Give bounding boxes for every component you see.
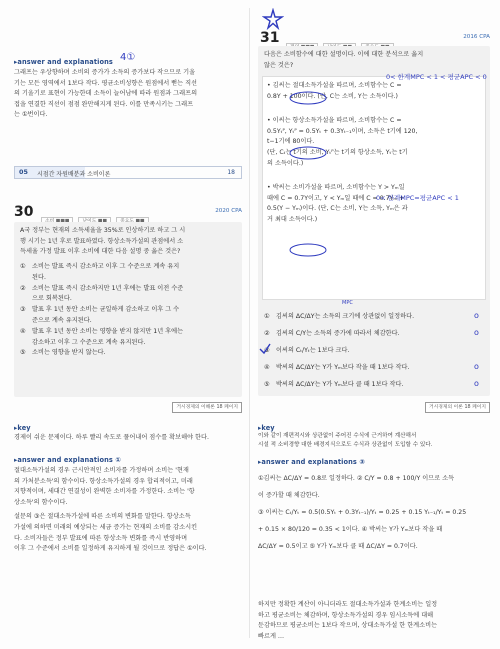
option-marker: ① bbox=[20, 263, 26, 270]
option-text: 된다. bbox=[32, 273, 46, 281]
text-line: 이 증가할 때 체감한다. bbox=[258, 492, 320, 499]
text-line: 빠르게 … bbox=[258, 632, 285, 640]
option-item bbox=[20, 338, 238, 349]
option-item[interactable] bbox=[264, 342, 486, 359]
answer-header: ▸answer and explanations ① bbox=[14, 456, 121, 464]
option-marker: ③ bbox=[264, 347, 270, 354]
handwritten-mark: o bbox=[474, 362, 479, 371]
text-line: 상소득'의 함수이다. bbox=[14, 498, 68, 506]
handwritten-note: 0< 한계MPC=평균APC < 1 bbox=[376, 194, 459, 202]
text-line: 기는 모든 영역에서 1보다 작다. 평균소비성향은 원점에서 뻗는 직선 bbox=[14, 79, 198, 87]
text-line: 하지만 정확한 계산이 아니더라도 절대소득가설과 한계소비는 일정 bbox=[258, 601, 438, 608]
question-number: 31 bbox=[260, 30, 280, 46]
text-line: 가설에 의하면 미래의 예상되는 세금 증가는 현재의 소비를 감소시킨 bbox=[14, 523, 198, 531]
option-marker: ③ bbox=[20, 306, 26, 314]
handwritten-mark: o bbox=[474, 379, 479, 388]
option-marker: ② bbox=[20, 284, 26, 292]
option-marker: ④ bbox=[20, 327, 26, 335]
option-text: 박씨의 ΔC/ΔY는 Y가 Yₘ보다 작을 때 1보다 작다. bbox=[276, 364, 410, 371]
text-line: 득세율 가정 발표 이후 소비에 대한 다음 설명 중 옳은 것은? bbox=[20, 248, 181, 256]
text-line: ①김씨는 ΔC/ΔY = 0.8로 일정하다. ② C/Y = 0.8 + 100/Y 이므로 소득 bbox=[258, 475, 455, 482]
explanation-paragraph bbox=[14, 68, 242, 121]
option-item[interactable] bbox=[20, 305, 238, 316]
question-box bbox=[258, 46, 490, 396]
answer-header: ▸answer and explanations ③ bbox=[258, 458, 365, 466]
handwritten-circle bbox=[288, 243, 328, 257]
option-marker: ① bbox=[264, 313, 270, 320]
reference-tag: 거시경제의 이해론 18 페이지 bbox=[172, 402, 242, 413]
text-line: (단, Cₜ는 t기의 소비, Yₜᴾ는 t기의 항상소득, Yₜ는 t기 bbox=[267, 148, 408, 156]
text-line: 그래프는 우상향하며 소비의 증가가 소득의 증가보다 작으므로 기울 bbox=[14, 69, 196, 76]
option-text: 으로 회복된다. bbox=[32, 295, 72, 303]
text-line: 행 시기는 1년 후로 발표하였다. 항상소득가설의 관점에서 소 bbox=[20, 237, 184, 245]
solution-lines bbox=[258, 470, 490, 555]
handwritten-mark: o bbox=[474, 328, 479, 337]
text-line: • 김씨는 절대소득가설을 따르며, 소비함수는 C = bbox=[267, 82, 402, 89]
spacer bbox=[267, 169, 481, 183]
option-text: 발표 후 1년 동안 소비는 영향을 받지 않지만 1년 후에는 bbox=[32, 327, 184, 335]
text-line: 0.8Y + 100이다. (단, C는 소비, Y는 소득이다.) bbox=[267, 92, 398, 100]
option-text: 준으로 계속 유지된다. bbox=[32, 316, 92, 324]
option-text: 소비는 발표 즉시 감소하고 이후 그 수준으로 계속 유지 bbox=[32, 263, 180, 270]
explanation-paragraph bbox=[14, 466, 242, 555]
option-text: 박씨의 ΔC/ΔY는 Y가 Yₘ보다 클 때 1보다 작다. bbox=[276, 381, 404, 388]
text-line: 하고 평균소비는 체감하며, 항상소득가설의 경우 임시소득에 대해 bbox=[258, 611, 434, 619]
option-item[interactable] bbox=[20, 284, 238, 295]
text-line: ΔC/ΔY = 0.5이고 ⑤ Y가 Yₘ보다 클 때 ΔC/ΔY = 0.7이다. bbox=[258, 543, 418, 550]
key-text: 경제이 쉬운 문제이다. 하루 빨리 속도로 풀어내어 점수를 확보해야 한다. bbox=[14, 434, 209, 441]
option-item[interactable] bbox=[264, 308, 486, 325]
text-line: t−1기에 80이다. bbox=[267, 138, 315, 146]
text-line: 다. 소비자들은 정부 발표에 따른 항상소득 변화를 즉시 반영하며 bbox=[14, 534, 188, 542]
question-stem bbox=[20, 226, 238, 258]
handwritten-note: MPC bbox=[342, 300, 353, 306]
option-item[interactable] bbox=[20, 327, 238, 338]
option-marker: ② bbox=[264, 330, 270, 337]
handwritten-circle bbox=[288, 91, 328, 105]
text-line: 의 기울기로 표현이 가능한데 소득이 늘어남에 따라 원점과 그래프의 bbox=[14, 90, 198, 98]
check-icon bbox=[258, 342, 272, 356]
explanation-paragraph bbox=[258, 600, 490, 642]
option-marker: ⑤ bbox=[264, 381, 270, 388]
option-item[interactable] bbox=[20, 262, 238, 273]
text-line: • 이씨는 항상소득가설을 따르며, 소비함수는 C = bbox=[267, 117, 402, 125]
text-line: 0.5(Y − Yₘ)이다. (단, C는 소비, Y는 소득, Yₘ은 과 bbox=[267, 205, 408, 213]
handwritten-note: 0< 한계MPC < 1 < 평균APC < 0 bbox=[386, 73, 487, 81]
option-item[interactable] bbox=[20, 348, 238, 359]
option-item bbox=[20, 294, 238, 305]
answer-header: ▸answer and explanations bbox=[14, 58, 113, 66]
text-line: 접을 연결한 직선이 점점 완만해지게 된다. 이를 만족시키는 그래프 bbox=[14, 100, 194, 108]
option-text: 이씨의 Cₜ/Yₜ는 1보다 크다. bbox=[276, 347, 350, 354]
option-text: 발표 후 1년 동안 소비는 균일하게 감소하고 이후 그 수 bbox=[32, 306, 180, 314]
option-text: 소비는 영향을 받지 않는다. bbox=[32, 349, 106, 357]
text-line: 의 가처분소득'의 함수이다. 항상소득가설의 경우 합리적이고, 미래 bbox=[14, 477, 193, 485]
text-line: A국 정부는 현재의 소득세율을 35%로 인상하기로 하고 그 시 bbox=[20, 227, 186, 234]
text-line: 때에 C = 0.7Y이고, Y < Yₘ일 때에 C = 0.7Yₘ + bbox=[267, 194, 405, 202]
text-line: 이후 그 수준에서 소비를 일정하게 유지하게 될 것이므로 정답은 ①이다. bbox=[14, 545, 207, 553]
handwritten-answer-mark: 4① bbox=[120, 52, 136, 63]
text-line: ③ 이씨는 Cₜ/Yₜ = 0.5(0.5Yₜ + 0.3Yₜ₋₁)/Yₜ = 0.25 + 0.15 Yₜ₋₁/Yₜ = 0.25 bbox=[258, 509, 467, 516]
text-line: 시설 적 소비경향 대한 배경지식으로도 수식과 상관없이 도입할 수 있다. bbox=[258, 442, 433, 448]
option-item[interactable] bbox=[264, 359, 486, 376]
text-line: 않은 것은? bbox=[264, 61, 294, 69]
text-line: + 0.15 × 80/120 = 0.35 < 1이다. ④ 박씨는 Y가 Yₘ보다 작을 때 bbox=[258, 526, 443, 533]
column-divider bbox=[249, 8, 250, 638]
star-icon bbox=[262, 8, 284, 30]
question-year: 2020 CPA bbox=[215, 208, 242, 214]
handwritten-circle bbox=[288, 146, 328, 160]
banner-title: 시점간 자원배분과 소비이론 bbox=[37, 170, 111, 178]
key-header: ▸key bbox=[258, 424, 275, 432]
option-text: 감소하고 이후 그 수준으로 계속 유지된다. bbox=[32, 338, 146, 346]
text-line: 지향적이며, 세대간 연결성이 완벽한 소비자를 가정한다. 소비는 '항 bbox=[14, 488, 195, 496]
text-line: • 박씨는 소비가설을 따르며, 소비함수는 Y > Yₘ일 bbox=[267, 184, 405, 192]
banner-page: 18 bbox=[227, 168, 235, 176]
text-line: 0.5Yₜᴾ, Yₜᴾ = 0.5Yₜ + 0.3Yₜ₋₁이며, 소득은 t기에 120, bbox=[267, 127, 418, 135]
reference-tag: 거시경제의 이론 18 페이지 bbox=[425, 402, 490, 413]
option-list bbox=[20, 262, 238, 359]
key-text bbox=[258, 432, 490, 450]
text-line: 는 ①번이다. bbox=[14, 111, 48, 119]
text-line: 거 최대 소득이다.) bbox=[267, 215, 318, 223]
option-item[interactable] bbox=[264, 325, 486, 342]
text-line: 의 소득이다.) bbox=[267, 159, 304, 167]
text-line: 설문의 ③은 절대소득가설에 따른 소비의 변화를 말한다. 항상소득 bbox=[14, 513, 191, 521]
option-marker: ④ bbox=[264, 364, 270, 371]
option-text: 김씨의 ΔC/ΔY는 소득의 크기에 상관없이 일정하다. bbox=[276, 313, 415, 320]
option-marker: ⑤ bbox=[20, 349, 26, 357]
text-line: 둔감하므로 평균소비는 1보다 작으며, 상대소득가설 한 한계소비는 bbox=[258, 622, 438, 630]
chapter-banner bbox=[14, 166, 242, 179]
question-number: 30 bbox=[14, 204, 34, 220]
key-header: ▸key bbox=[14, 424, 31, 432]
question-year: 2016 CPA bbox=[463, 34, 490, 40]
option-text: 김씨의 C/Y는 소득의 증가에 따라서 체감한다. bbox=[276, 330, 400, 337]
handwritten-mark: o bbox=[474, 311, 479, 320]
option-text: 소비는 발표 즉시 감소하지만 1년 후에는 발표 이전 수준 bbox=[32, 284, 184, 292]
option-item[interactable] bbox=[264, 376, 486, 393]
text-line: 절대소득가설의 경우 근시안적인 소비자를 가정하며 소비는 '현재 bbox=[14, 467, 189, 474]
option-item bbox=[20, 273, 238, 284]
banner-number: 05 bbox=[19, 168, 28, 176]
text-line: 이와 같이 재편적시와 상관없이 주어진 수식에 근거하여 계산해서 bbox=[258, 433, 417, 439]
question-box bbox=[14, 222, 242, 397]
option-item bbox=[20, 316, 238, 327]
text-line: 다음은 소비함수에 대한 설명이다. 이에 대한 분석으로 옳지 bbox=[264, 51, 424, 58]
premise-box bbox=[262, 76, 486, 300]
option-list bbox=[264, 308, 486, 393]
question-stem bbox=[264, 50, 486, 71]
